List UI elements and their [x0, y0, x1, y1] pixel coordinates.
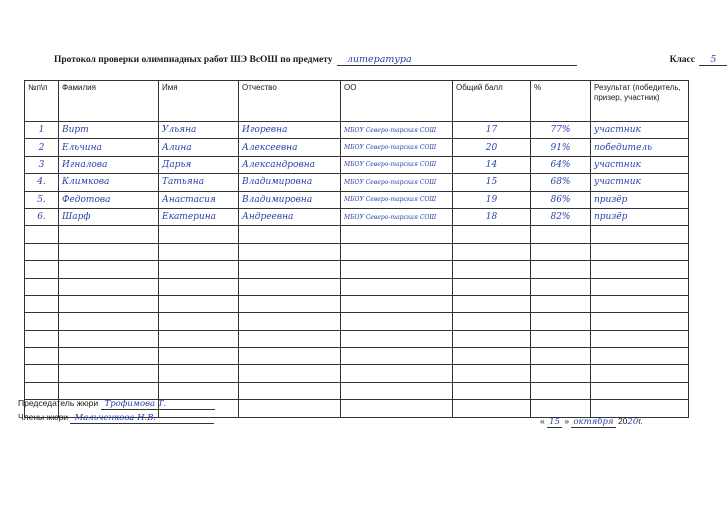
column-header: %	[531, 81, 591, 122]
percent-cell: 91%	[531, 139, 591, 156]
chairman-signature: Трофимова Т.	[101, 399, 215, 410]
school-cell: МБОУ Северо-тарская СОШ	[341, 208, 453, 225]
empty-cell	[25, 365, 59, 382]
empty-cell	[531, 295, 591, 312]
table-row	[25, 122, 689, 139]
result-cell: призёр	[591, 208, 689, 225]
class-value: 5	[699, 54, 727, 66]
score-cell: 20	[453, 139, 531, 156]
empty-cell	[239, 261, 341, 278]
empty-table-row	[25, 261, 689, 278]
date-year-suffix: 20	[627, 417, 639, 427]
empty-cell	[25, 295, 59, 312]
school-cell: МБОУ Северо-тарская СОШ	[341, 174, 453, 191]
score-cell: 18	[453, 208, 531, 225]
patronymic-cell: Игоревна	[239, 122, 341, 139]
empty-cell	[453, 261, 531, 278]
empty-cell	[341, 295, 453, 312]
percent-cell: 77%	[531, 122, 591, 139]
empty-cell	[159, 261, 239, 278]
date-open-quote: «	[540, 416, 545, 426]
empty-cell	[159, 348, 239, 365]
empty-cell	[453, 243, 531, 260]
subject-value: литература	[337, 54, 577, 66]
date-day: 15	[549, 417, 560, 427]
empty-cell	[531, 261, 591, 278]
table-body	[25, 122, 689, 418]
percent-cell: 86%	[531, 191, 591, 208]
results-table	[24, 80, 689, 418]
protocol-date	[540, 416, 643, 428]
empty-cell	[59, 261, 159, 278]
surname-cell: Вирт	[59, 122, 159, 139]
patronymic-cell: Андреевна	[239, 208, 341, 225]
empty-cell	[591, 243, 689, 260]
empty-cell	[453, 348, 531, 365]
empty-cell	[531, 278, 591, 295]
empty-cell	[59, 278, 159, 295]
empty-cell	[453, 278, 531, 295]
empty-cell	[59, 313, 159, 330]
score-cell: 17	[453, 122, 531, 139]
table-row	[25, 191, 689, 208]
patronymic-cell: Алексеевна	[239, 139, 341, 156]
empty-cell	[453, 365, 531, 382]
row-number: 6.	[25, 208, 59, 225]
empty-cell	[453, 400, 531, 417]
empty-table-row	[25, 226, 689, 243]
empty-cell	[25, 261, 59, 278]
empty-cell	[453, 295, 531, 312]
empty-cell	[159, 243, 239, 260]
empty-table-row	[25, 348, 689, 365]
name-cell: Анастасия	[159, 191, 239, 208]
empty-cell	[591, 261, 689, 278]
empty-cell	[341, 348, 453, 365]
surname-cell: Ельчина	[59, 139, 159, 156]
empty-cell	[591, 226, 689, 243]
empty-cell	[59, 348, 159, 365]
empty-cell	[341, 382, 453, 399]
empty-cell	[239, 278, 341, 295]
empty-table-row	[25, 313, 689, 330]
empty-cell	[591, 278, 689, 295]
empty-table-row	[25, 278, 689, 295]
percent-cell: 82%	[531, 208, 591, 225]
empty-cell	[159, 330, 239, 347]
row-number: 3	[25, 156, 59, 173]
empty-cell	[25, 226, 59, 243]
table-row	[25, 208, 689, 225]
empty-cell	[341, 330, 453, 347]
empty-cell	[239, 226, 341, 243]
score-cell: 14	[453, 156, 531, 173]
empty-cell	[159, 226, 239, 243]
empty-table-row	[25, 295, 689, 312]
column-header: Имя	[159, 81, 239, 122]
empty-cell	[239, 295, 341, 312]
table-row	[25, 174, 689, 191]
empty-cell	[239, 330, 341, 347]
column-header: Результат (победитель, призер, участник)	[591, 81, 689, 122]
date-year-prefix: 20	[617, 416, 628, 426]
date-month: октября	[573, 417, 614, 427]
empty-cell	[159, 313, 239, 330]
empty-cell	[591, 295, 689, 312]
empty-cell	[59, 226, 159, 243]
table-header-row	[25, 81, 689, 122]
empty-cell	[591, 330, 689, 347]
empty-cell	[531, 382, 591, 399]
name-cell: Татьяна	[159, 174, 239, 191]
members-label: Члены жюри	[18, 412, 69, 422]
surname-cell: Климкова	[59, 174, 159, 191]
protocol-title	[54, 54, 717, 66]
name-cell: Екатерина	[159, 208, 239, 225]
signature-block	[18, 398, 215, 426]
empty-cell	[531, 226, 591, 243]
surname-cell: Федотова	[59, 191, 159, 208]
empty-cell	[59, 243, 159, 260]
result-cell: участник	[591, 156, 689, 173]
empty-cell	[159, 295, 239, 312]
name-cell: Ульяна	[159, 122, 239, 139]
empty-cell	[531, 330, 591, 347]
empty-cell	[59, 330, 159, 347]
name-cell: Дарья	[159, 156, 239, 173]
column-header: ОО	[341, 81, 453, 122]
empty-table-row	[25, 243, 689, 260]
title-text: Протокол проверки олимпиадных работ ШЭ ВсОШ по предмету	[54, 55, 333, 65]
empty-cell	[25, 348, 59, 365]
patronymic-cell: Владимировна	[239, 174, 341, 191]
result-cell: участник	[591, 122, 689, 139]
patronymic-cell: Александровна	[239, 156, 341, 173]
date-year-end: г.	[638, 416, 643, 426]
empty-cell	[591, 348, 689, 365]
table-row	[25, 156, 689, 173]
result-cell: призёр	[591, 191, 689, 208]
empty-cell	[591, 313, 689, 330]
members-row	[18, 412, 215, 426]
empty-cell	[59, 365, 159, 382]
empty-cell	[531, 400, 591, 417]
patronymic-cell: Владимировна	[239, 191, 341, 208]
empty-cell	[239, 365, 341, 382]
empty-cell	[531, 348, 591, 365]
empty-cell	[25, 330, 59, 347]
result-cell: участник	[591, 174, 689, 191]
empty-cell	[531, 365, 591, 382]
surname-cell: Шарф	[59, 208, 159, 225]
empty-cell	[453, 313, 531, 330]
empty-cell	[453, 330, 531, 347]
empty-cell	[341, 278, 453, 295]
column-header: Отчество	[239, 81, 341, 122]
empty-cell	[239, 382, 341, 399]
percent-cell: 64%	[531, 156, 591, 173]
result-cell: победитель	[591, 139, 689, 156]
row-number: 4.	[25, 174, 59, 191]
empty-cell	[239, 313, 341, 330]
empty-cell	[239, 243, 341, 260]
empty-cell	[453, 226, 531, 243]
chairman-row	[18, 398, 215, 412]
score-cell: 15	[453, 174, 531, 191]
empty-cell	[341, 226, 453, 243]
empty-cell	[239, 348, 341, 365]
members-signature: Мальченкова Н.В.	[70, 413, 214, 424]
empty-cell	[341, 400, 453, 417]
column-header: №п\п	[25, 81, 59, 122]
chairman-label: Председатель жюри	[18, 398, 99, 408]
percent-cell: 68%	[531, 174, 591, 191]
empty-cell	[341, 365, 453, 382]
name-cell: Алина	[159, 139, 239, 156]
empty-cell	[25, 278, 59, 295]
school-cell: МБОУ Северо-тарская СОШ	[341, 156, 453, 173]
empty-table-row	[25, 365, 689, 382]
column-header: Фамилия	[59, 81, 159, 122]
empty-cell	[341, 243, 453, 260]
column-header: Общий балл	[453, 81, 531, 122]
empty-cell	[591, 400, 689, 417]
row-number: 5.	[25, 191, 59, 208]
empty-cell	[341, 261, 453, 278]
empty-cell	[59, 295, 159, 312]
empty-cell	[25, 243, 59, 260]
school-cell: МБОУ Северо-тарская СОШ	[341, 139, 453, 156]
row-number: 1	[25, 122, 59, 139]
school-cell: МБОУ Северо-тарская СОШ	[341, 122, 453, 139]
empty-cell	[591, 365, 689, 382]
empty-table-row	[25, 330, 689, 347]
class-label: Класс	[669, 55, 695, 65]
table-row	[25, 139, 689, 156]
empty-cell	[159, 278, 239, 295]
empty-cell	[25, 313, 59, 330]
empty-cell	[453, 382, 531, 399]
surname-cell: Игналова	[59, 156, 159, 173]
date-close-quote: »	[564, 416, 570, 426]
score-cell: 19	[453, 191, 531, 208]
school-cell: МБОУ Северо-тарская СОШ	[341, 191, 453, 208]
empty-cell	[159, 365, 239, 382]
row-number: 2	[25, 139, 59, 156]
empty-cell	[591, 382, 689, 399]
empty-cell	[531, 313, 591, 330]
empty-cell	[341, 313, 453, 330]
empty-cell	[531, 243, 591, 260]
empty-cell	[239, 400, 341, 417]
